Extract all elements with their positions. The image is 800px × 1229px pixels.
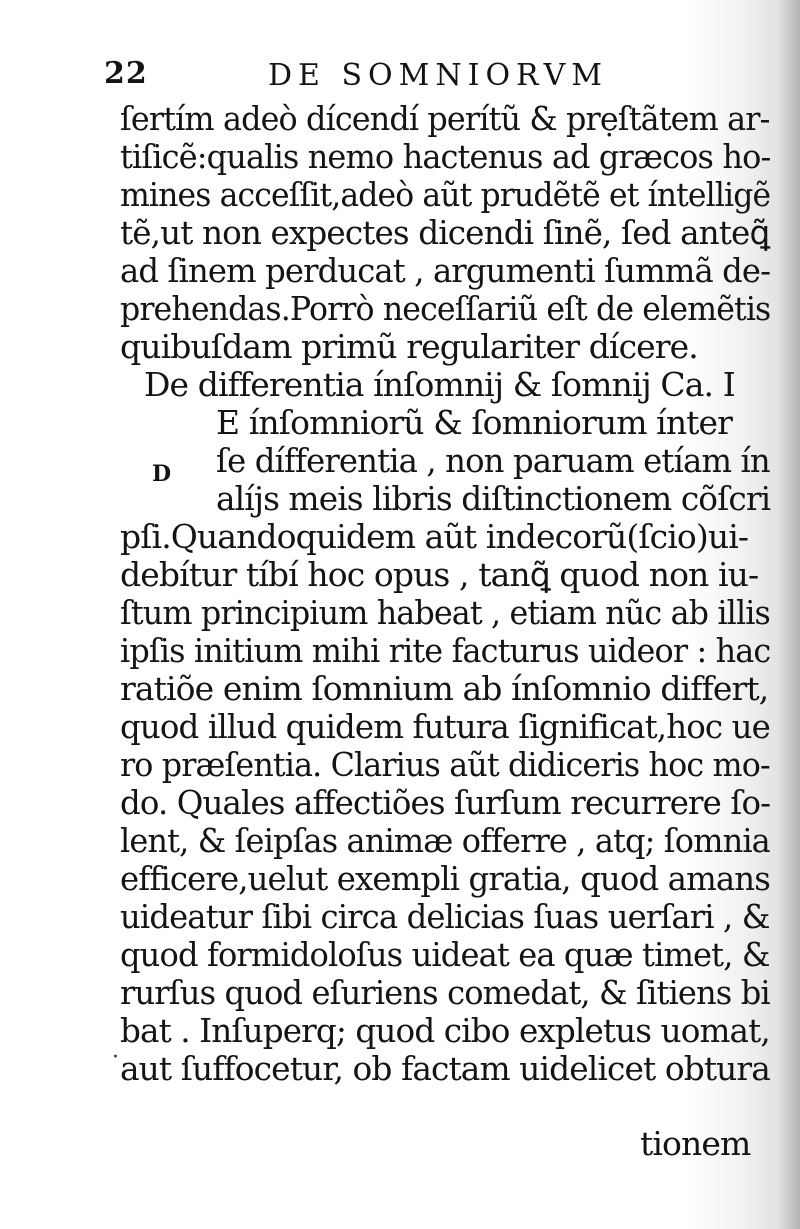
catchword: tionem [640,1124,751,1163]
text-line: tiſicẽ:qualis nemo hactenus ad græcos ho- [120,137,771,176]
chapter-heading: De differentia ínſomnij & ſomnij Ca. I [144,365,735,404]
ink-speck: · [112,1045,119,1070]
text-line: ratiõe enim ſomnium ab ínſomnio differt, [120,669,769,708]
marginal-letter: D [152,461,172,487]
text-line: mines acceſſit,adeò aũt prudẽtẽ et íntelligẽ [120,175,771,214]
text-line: bat . Inſuperq; quod cibo expletus uomat, [120,1011,770,1050]
text-line: quod formidoloſus uideat ea quæ timet, & [120,935,770,974]
text-line: debítur tíbí hoc opus , tanꝗ̃ quod non iu- [120,555,759,594]
text-line: prehendas.Porrò neceſſariũ eſt de elemẽtis [120,289,771,328]
running-title: DE SOMNIORVM [268,58,608,93]
page-edge-shadow [778,0,800,1229]
text-line: quibuſdam primũ regulariter dícere. [120,327,698,366]
text-line: pſi.Quandoquidem aũt indecorũ(ſcio)ui- [120,517,749,556]
text-line: quod illud quidem futura ſignificat,hoc ue [120,707,770,746]
text-line: ſtum principium habeat , etiam nũc ab illis [120,593,771,632]
page-number: 22 [104,56,148,91]
text-line: ad ſinem perducat , argumenti ſummã de- [120,251,771,290]
text-line: ro præſentia. Clarius aũt didiceris hoc mo- [120,745,770,784]
text-line: uideatur ſibi circa delicias ſuas uerſari , & [120,897,770,936]
text-line: ipſis initium mihi rite facturus uideor : hac [120,631,771,670]
text-line: do. Quales affectiões ſurſum recurrere ſo- [120,783,771,822]
text-line: lent, & ſeipſas animæ offerre , atq; ſomnia [120,821,770,860]
text-line: ſe dífferentia , non paruam etíam ín [216,441,770,480]
text-line: rurſus quod eſuriens comedat, & ſitiens bi [120,973,770,1012]
text-line: efficere,uelut exempli gratia, quod amans [120,859,770,898]
text-line: ſertím adeò dícendí perítũ & prẹſtãtem ar- [120,99,770,138]
text-line: aut ſuffocetur, ob factam uidelicet obtura [120,1049,770,1088]
page-header [0,56,800,96]
text-line: E ínſomniorũ & ſomniorum ínter [216,403,733,442]
text-line: alíjs meis libris diſtinctionem cõſcri [216,479,771,518]
text-line: tẽ,ut non expectes dicendi ſinẽ, ſed anteꝗ̃ [120,213,770,252]
